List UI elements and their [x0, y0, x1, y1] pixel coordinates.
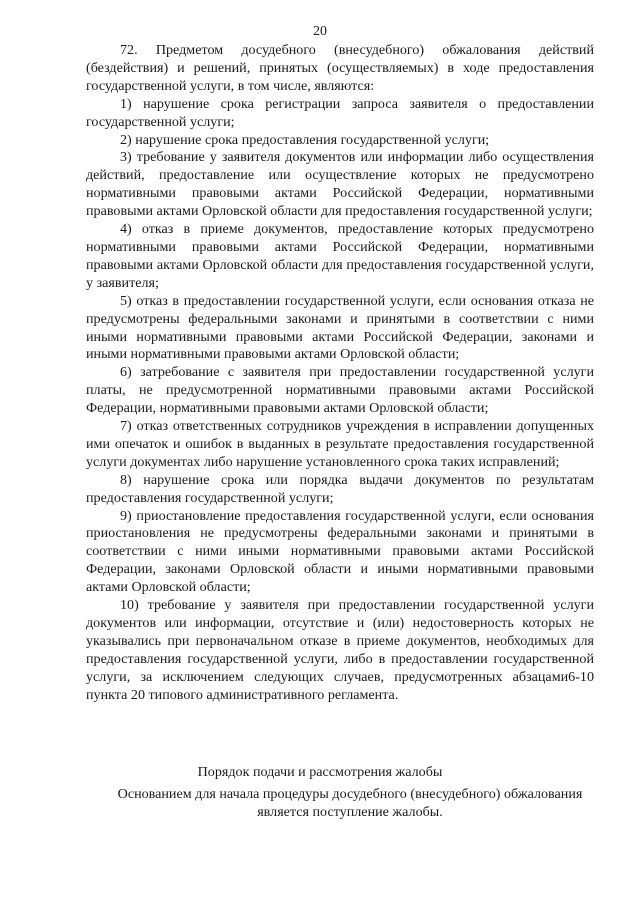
list-item-10: 10) требование у заявителя при предоставлении государственной услуги документов или информации, отсутствие и (или) недостоверность которых не указывались при первоначальном отказе в приеме документов, необходимых для предоставления государственной услуги, либо в предоставлении государственной услуги, за исключением следующих случаев, предусмотренных абзацами6-10 пункта 20 типового административного регламента.: [86, 597, 594, 703]
list-item-9: 9) приостановление предоставления государственной услуги, если основания приостановления не предусмотрены федеральными законами и принятыми в соответствии с ними иными нормативными правовыми актами Российской Федерации, законами Орловской области и иными нормативными правовыми актами Орловской области;: [86, 507, 594, 596]
list-item-7: 7) отказ ответственных сотрудников учреждения в исправлении допущенных ими опечаток и ошибок в выданных в результате предоставления государственной услуги документах либо нарушение установленного срока таких исправлений;: [86, 418, 594, 470]
paragraph-72: 72. Предметом досудебного (внесудебного) обжалования действий (бездействия) и решений, принятых (осуществляемых) в ходе предоставления государственной услуги, в том числе, являются:: [86, 42, 594, 94]
list-item-3: 3) требование у заявителя документов или информации либо осуществления действий, предоставление или осуществление которых не предусмотрено нормативными правовыми актами Российской Федерации, нормативными правовыми актами Орловской области для предоставления государственной услуги;: [86, 149, 594, 220]
list-item-5: 5) отказ в предоставлении государственной услуги, если основания отказа не предусмотрены федеральными законами и принятыми в соответствии с ними иными нормативными правовыми актами Российской Федерации, законами и иными нормативными правовыми актами Орловской области;: [86, 292, 594, 363]
page-number: 20: [313, 24, 327, 39]
list-item-4: 4) отказ в приеме документов, предоставление которых предусмотрено нормативными правовыми актами Российской Федерации, нормативными правовыми актами Орловской области для предоставления государственной услуги, у заявителя;: [86, 221, 594, 291]
section-text: Основанием для начала процедуры досудебного (внесудебного) обжалования является поступление жалобы.: [117, 786, 583, 820]
section-heading: Порядок подачи и рассмотрения жалобы: [197, 764, 443, 780]
list-item-1: 1) нарушение срока регистрации запроса заявителя о предоставлении государственной услуги;: [86, 95, 594, 130]
document-body: [86, 42, 594, 705]
list-item-2: 2) нарушение срока предоставления государственной услуги;: [120, 131, 490, 148]
list-item-8: 8) нарушение срока или порядка выдачи документов по результатам предоставления государственной услуги;: [86, 471, 594, 506]
list-item-6: 6) затребование с заявителя при предоставлении государственной услуги платы, не предусмотренной нормативными правовыми актами Российской Федерации, нормативными правовыми актами Орловской области;: [86, 364, 594, 417]
